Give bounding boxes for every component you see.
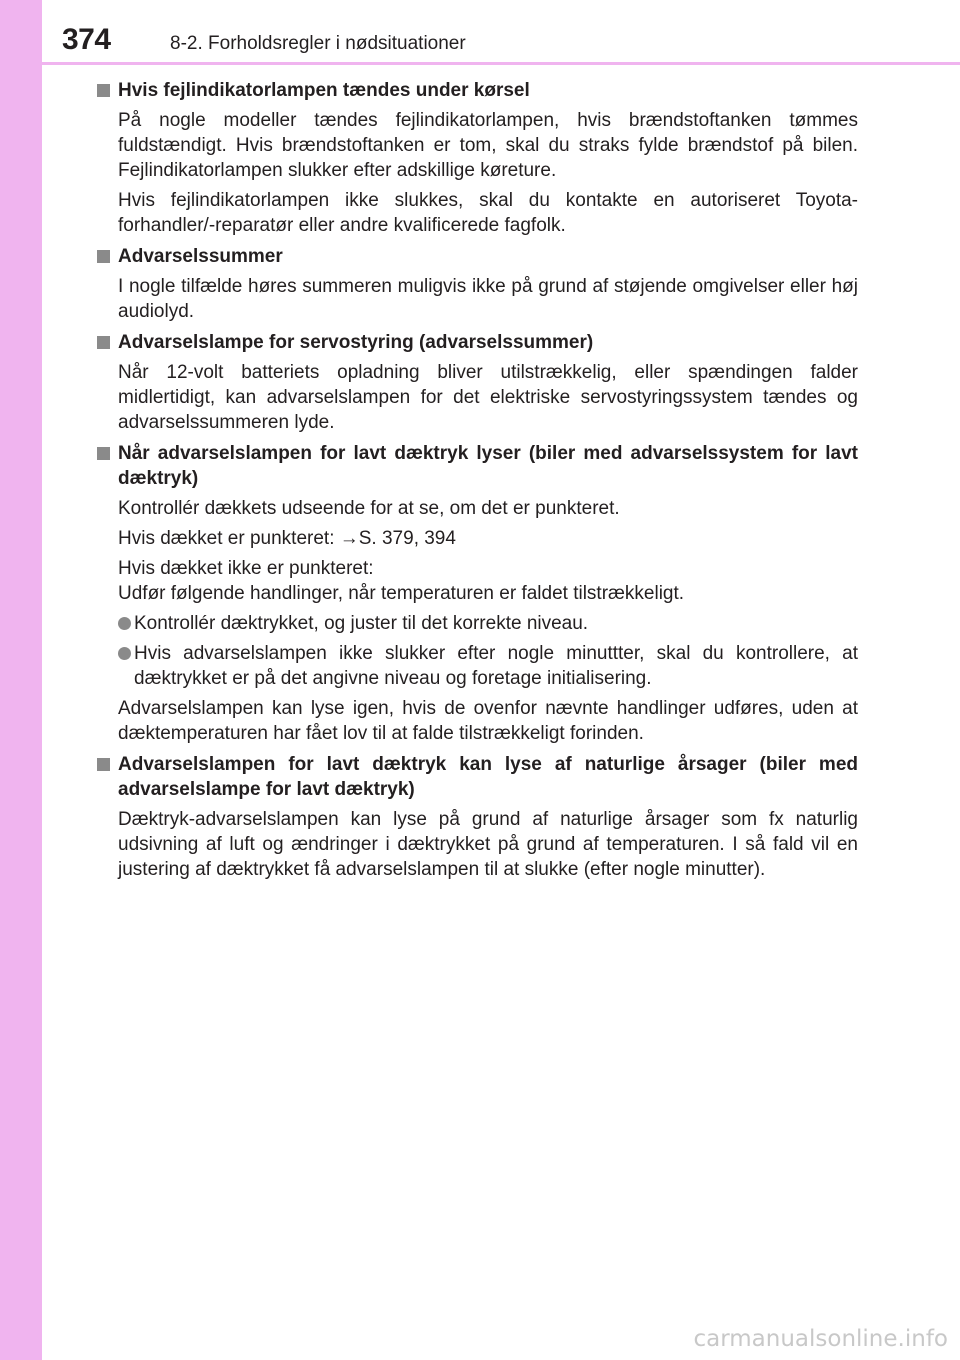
- list-item: Kontrollér dæktrykket, og juster til det korrekte niveau.: [96, 611, 858, 636]
- square-bullet-icon: [97, 447, 110, 460]
- section-power-steering-lamp: [96, 330, 858, 435]
- square-bullet-icon: [97, 84, 110, 97]
- section-heading: Hvis fejlindikatorlampen tændes under kørsel: [96, 78, 858, 103]
- watermark: carmanualsonline.info: [693, 1326, 948, 1352]
- page-number: 374: [62, 23, 111, 56]
- square-bullet-icon: [97, 758, 110, 771]
- section-malfunction-lamp: [96, 78, 858, 238]
- section-natural-causes: [96, 752, 858, 882]
- paragraph: Advarselslampen kan lyse igen, hvis de ovenfor nævnte handlinger udføres, uden at dæktemperaturen har fået lov til at falde tilstrækkeligt forinden.: [118, 698, 858, 744]
- section-warning-buzzer: [96, 244, 858, 324]
- paragraph: Dæktryk-advarselslampen kan lyse på grund af naturlige årsager som fx naturlig udsivning af luft og ændringer i dæktrykket på grund af temperaturen. I så fald vil en justering af dæktrykket få advarselslampen til at slukke (efter nogle minutter).: [118, 809, 858, 880]
- paragraph: På nogle modeller tændes fejlindikatorlampen, hvis brændstoftanken tømmes fuldstændigt. Hvis brændstoftanken er tom, skal du straks fylde brændstof på bilen. Fejlindikatorlampen slukker efter adskillige køreture.: [118, 110, 858, 181]
- running-head: 8-2. Forholdsregler i nødsituationer: [170, 33, 466, 54]
- page-body: [96, 78, 858, 888]
- section-heading: Advarselssummer: [96, 244, 858, 269]
- section-heading: Når advarselslampen for lavt dæktryk lyser (biler med advarselssystem for lavt dæktryk): [96, 441, 858, 491]
- list-item: Hvis advarselslampen ikke slukker efter nogle minuttter, skal du kontrollere, at dæktrykket er på det angivne niveau og foretage initialisering.: [96, 641, 858, 691]
- square-bullet-icon: [97, 250, 110, 263]
- circle-bullet-icon: [118, 617, 131, 630]
- paragraph: Når 12-volt batteriets opladning bliver utilstrækkelig, eller spændingen falder midlertidigt, kan advarselslampen for det elektriske servostyringssystem tændes og advarselssummeren lyde.: [118, 362, 858, 433]
- square-bullet-icon: [97, 336, 110, 349]
- cross-reference: Hvis dækket er punkteret: →S. 379, 394: [118, 528, 456, 549]
- paragraph: Kontrollér dækkets udseende for at se, om det er punkteret.: [118, 498, 620, 519]
- section-heading: Advarselslampe for servostyring (advarselssummer): [96, 330, 858, 355]
- paragraph: Hvis fejlindikatorlampen ikke slukkes, skal du kontakte en autoriseret Toyota-forhandler/-reparatør eller andre kvalificerede fagfolk.: [118, 190, 858, 236]
- side-color-band: [0, 0, 42, 1360]
- paragraph: Hvis dækket ikke er punkteret: Udfør følgende handlinger, når temperaturen er faldet tilstrækkeligt.: [118, 558, 685, 604]
- paragraph: I nogle tilfælde høres summeren muligvis ikke på grund af støjende omgivelser eller høj audiolyd.: [118, 276, 858, 322]
- circle-bullet-icon: [118, 647, 131, 660]
- section-heading: Advarselslampen for lavt dæktryk kan lyse af naturlige årsager (biler med advarselslampe for lavt dæktryk): [96, 752, 858, 802]
- header-rule: [42, 62, 960, 65]
- section-low-tire-pressure-lamp: [96, 441, 858, 746]
